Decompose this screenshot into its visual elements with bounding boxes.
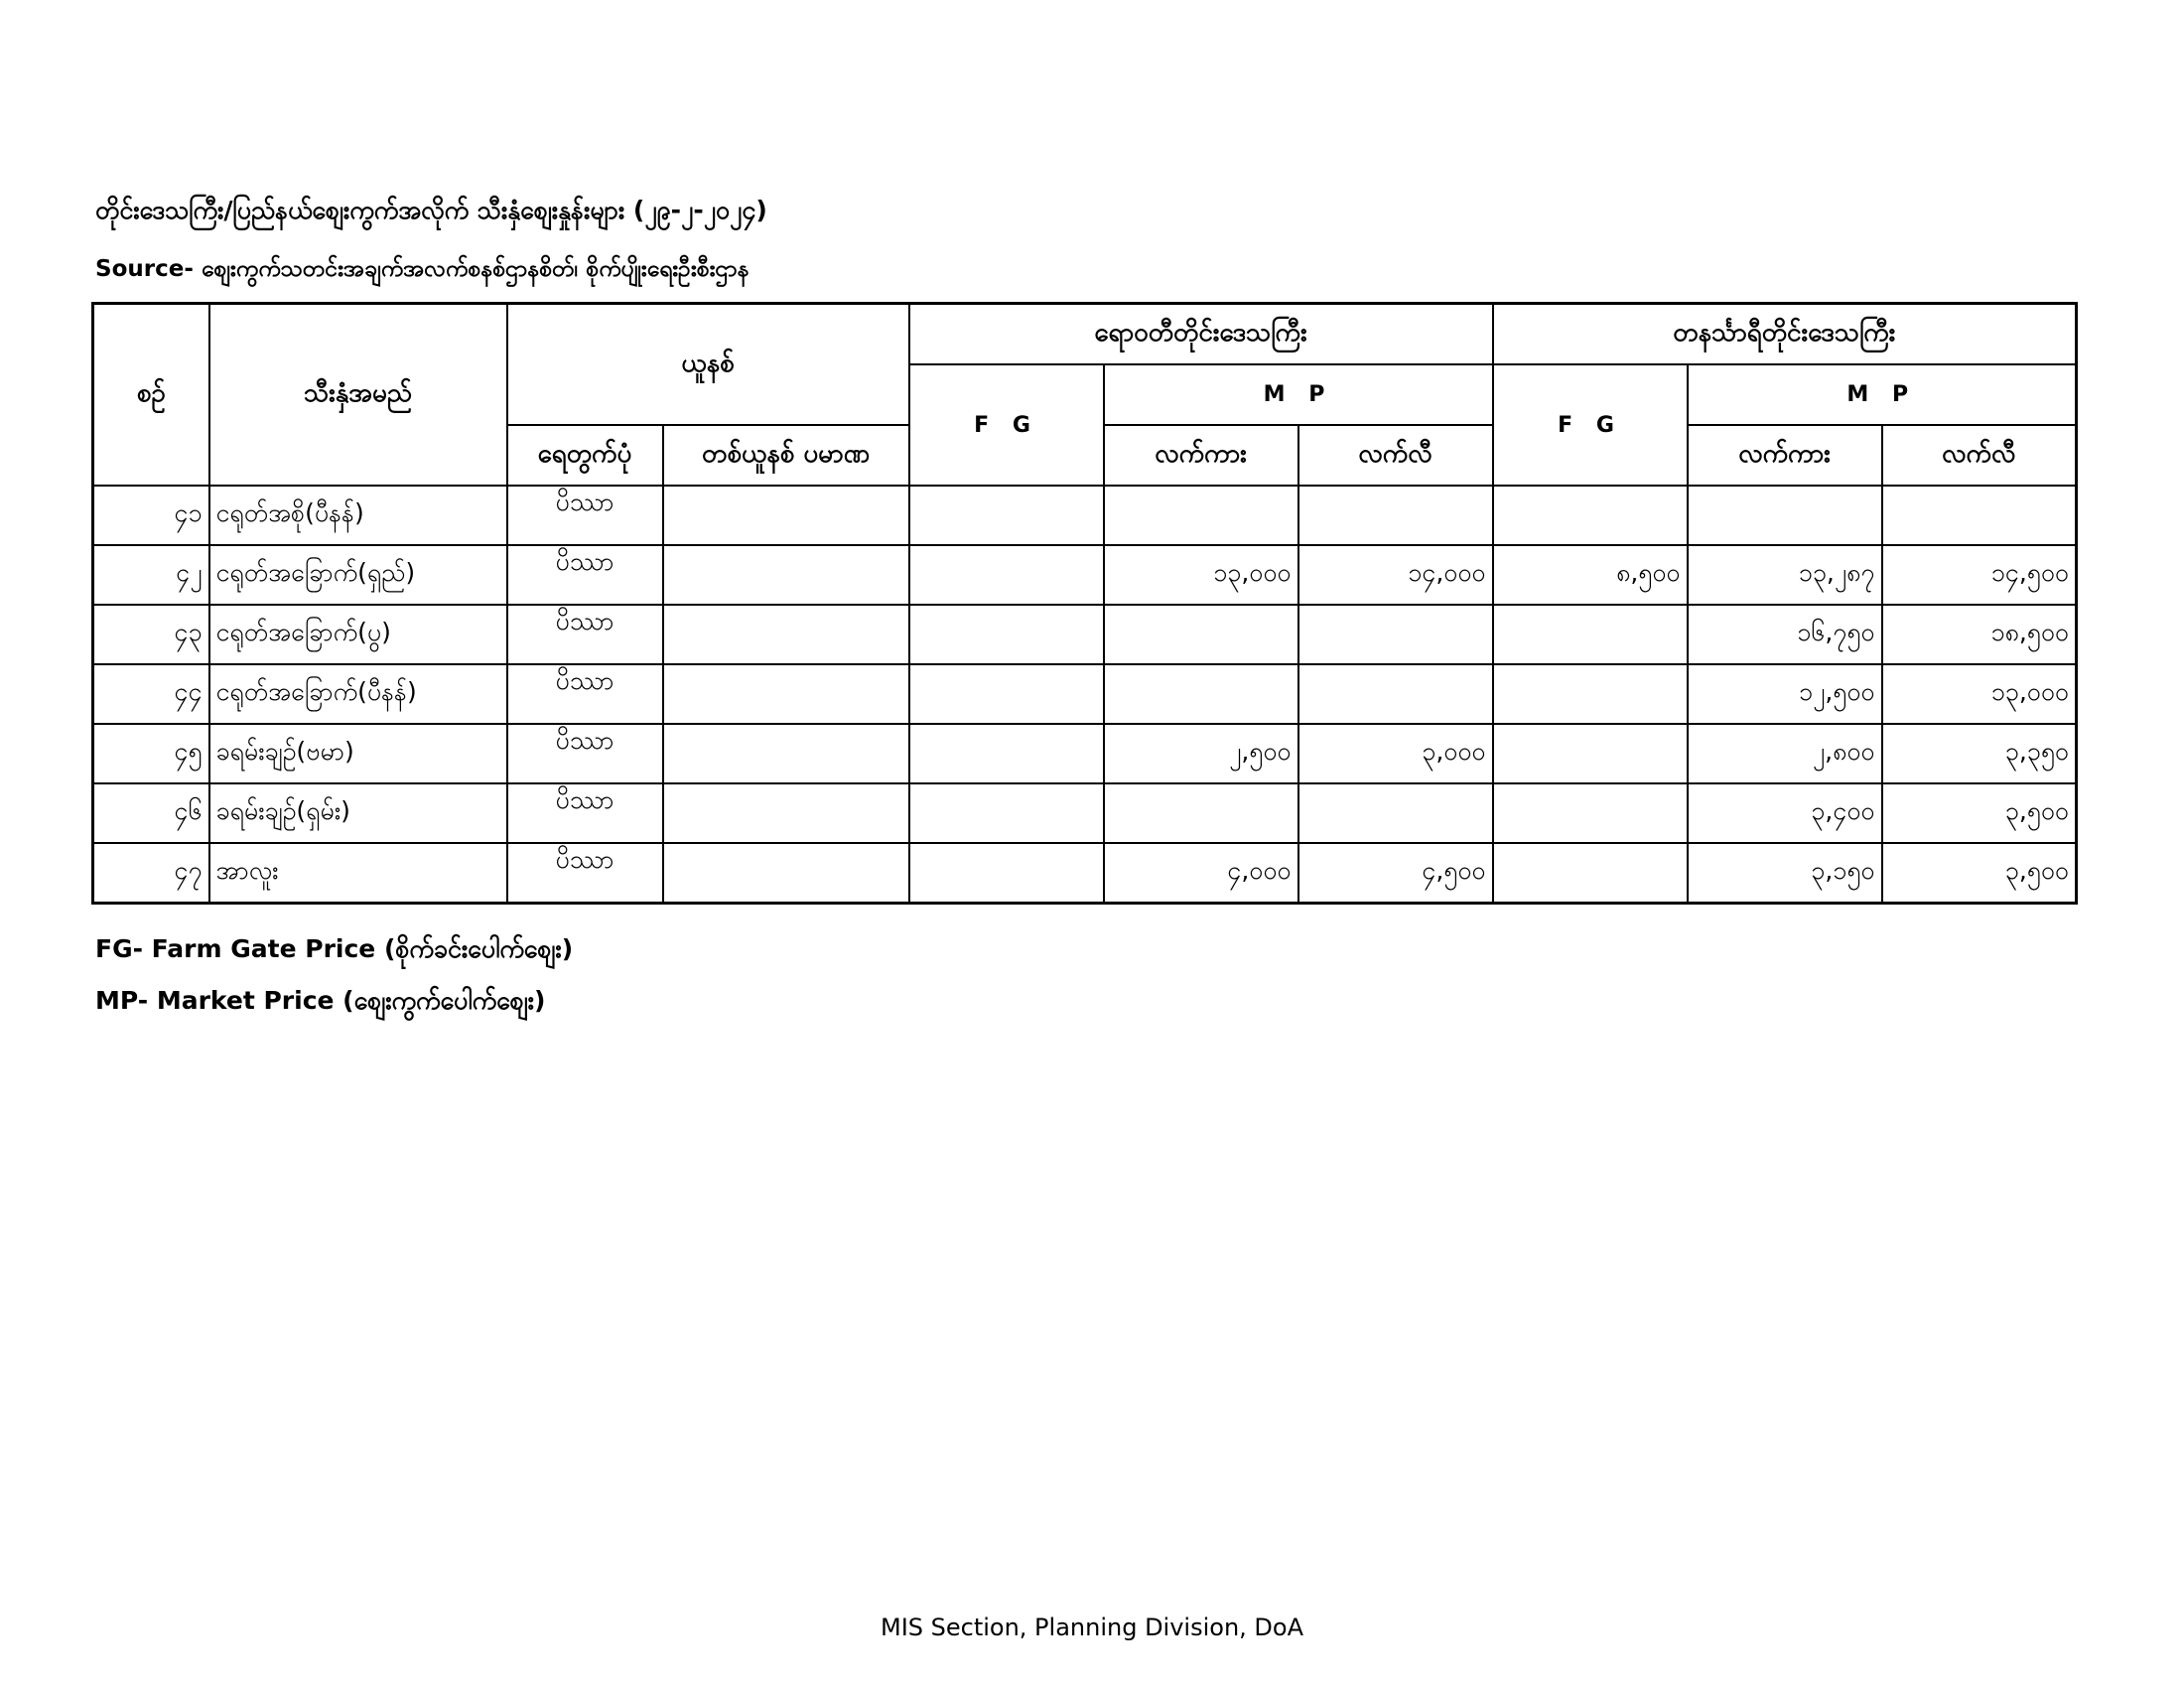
crop-name: ငရုတ်အစို(ပီနန်) — [209, 486, 507, 545]
unit-kg — [663, 843, 909, 904]
row-no: ၄၆ — [93, 783, 209, 843]
unit: ပိဿာ — [507, 545, 663, 605]
crop-name: ခရမ်းချဥ်(ရှမ်း) — [209, 783, 507, 843]
r1-mp-wholesale: ၄,၀၀၀ — [1104, 843, 1298, 904]
crop-name: ငရုတ်အခြောက်(ရှည်) — [209, 545, 507, 605]
unit-kg — [663, 545, 909, 605]
row-no: ၄၄ — [93, 664, 209, 724]
table-row — [93, 664, 2077, 724]
r2-fg — [1493, 783, 1688, 843]
r2-mp-retail — [1882, 486, 2077, 545]
r2-mp-wholesale — [1688, 486, 1882, 545]
unit: ပိဿာ — [507, 664, 663, 724]
r1-mp-retail — [1298, 783, 1493, 843]
r2-mp-wholesale: ၁၆,၇၅၀ — [1688, 605, 1882, 664]
page-title: တိုင်းဒေသကြီး/ပြည်နယ်စျေးကွက်အလိုက် သီးနှံစျေးနှုန်းများ (၂၉-၂-၂၀၂၄) — [95, 196, 767, 224]
r1-fg — [909, 486, 1104, 545]
r2-mp-retail: ၁၄,၅၀၀ — [1882, 545, 2077, 605]
r2-mp-wholesale: ၃,၁၅၀ — [1688, 843, 1882, 904]
crop-name: ခရမ်းချဥ်(ဗမာ) — [209, 724, 507, 783]
r1-mp-retail: ၁၄,၀၀၀ — [1298, 545, 1493, 605]
r1-mp-retail — [1298, 605, 1493, 664]
header-r2-retail: လက်လီ — [1882, 425, 2077, 486]
unit-kg — [663, 724, 909, 783]
header-r1-wholesale: လက်ကား — [1104, 425, 1298, 486]
row-no: ၄၇ — [93, 843, 209, 904]
table-row — [93, 545, 2077, 605]
r1-mp-retail — [1298, 664, 1493, 724]
header-r2-wholesale: လက်ကား — [1688, 425, 1882, 486]
note-mp: MP- Market Price (စျေးကွက်ပေါက်စျေး) — [95, 986, 546, 1015]
table-row — [93, 783, 2077, 843]
note-fg: FG- Farm Gate Price (စိုက်ခင်းပေါက်စျေး) — [95, 934, 574, 963]
header-unit-kg: တစ်ယူနစ် ပမာဏ — [663, 425, 909, 486]
unit: ပိဿာ — [507, 486, 663, 545]
header-unit: ယူနစ် — [507, 304, 909, 426]
table-row — [93, 724, 2077, 783]
r2-fg — [1493, 724, 1688, 783]
table-row — [93, 605, 2077, 664]
r2-mp-retail: ၁၃,၀၀၀ — [1882, 664, 2077, 724]
row-no: ၄၅ — [93, 724, 209, 783]
crop-name: အာလူး — [209, 843, 507, 904]
r1-mp-wholesale: ၂,၅၀၀ — [1104, 724, 1298, 783]
crop-name: ငရုတ်အခြောက်(ပွ) — [209, 605, 507, 664]
header-r1-fg: F G — [909, 364, 1104, 486]
table-row — [93, 486, 2077, 545]
header-r1-mp: M P — [1104, 364, 1493, 425]
header-r2-fg: F G — [1493, 364, 1688, 486]
r2-fg — [1493, 843, 1688, 904]
r2-mp-retail: ၁၈,၅၀၀ — [1882, 605, 2077, 664]
r2-mp-retail: ၃,၃၅၀ — [1882, 724, 2077, 783]
header-r2-mp: M P — [1688, 364, 2077, 425]
header-no: စဥ် — [93, 304, 209, 487]
unit-kg — [663, 486, 909, 545]
r1-fg — [909, 664, 1104, 724]
unit-kg — [663, 664, 909, 724]
r1-fg — [909, 724, 1104, 783]
r1-mp-wholesale: ၁၃,၀၀၀ — [1104, 545, 1298, 605]
unit-kg — [663, 605, 909, 664]
header-r1-retail: လက်လီ — [1298, 425, 1493, 486]
r1-mp-retail: ၄,၅၀၀ — [1298, 843, 1493, 904]
unit: ပိဿာ — [507, 605, 663, 664]
r1-fg — [909, 783, 1104, 843]
price-table — [91, 302, 2078, 905]
r1-fg — [909, 545, 1104, 605]
r1-mp-wholesale — [1104, 486, 1298, 545]
r2-mp-wholesale: ၂,၈၀၀ — [1688, 724, 1882, 783]
row-no: ၄၁ — [93, 486, 209, 545]
unit-kg — [663, 783, 909, 843]
r1-fg — [909, 843, 1104, 904]
r2-mp-wholesale: ၁၂,၅၀၀ — [1688, 664, 1882, 724]
header-unit-local: ရေတွက်ပုံ — [507, 425, 663, 486]
row-no: ၄၃ — [93, 605, 209, 664]
r1-mp-wholesale — [1104, 783, 1298, 843]
r2-mp-wholesale: ၃,၄၀၀ — [1688, 783, 1882, 843]
r2-fg — [1493, 486, 1688, 545]
page-footer: MIS Section, Planning Division, DoA — [880, 1614, 1303, 1641]
r2-mp-retail: ၃,၅၀၀ — [1882, 843, 2077, 904]
r2-mp-wholesale: ၁၃,၂၈၇ — [1688, 545, 1882, 605]
r1-mp-wholesale — [1104, 605, 1298, 664]
unit: ပိဿာ — [507, 783, 663, 843]
table-row — [93, 843, 2077, 904]
r1-mp-retail: ၃,၀၀၀ — [1298, 724, 1493, 783]
crop-name: ငရုတ်အခြောက်(ပီနန်) — [209, 664, 507, 724]
r2-fg — [1493, 605, 1688, 664]
r2-fg — [1493, 664, 1688, 724]
r1-mp-retail — [1298, 486, 1493, 545]
unit: ပိဿာ — [507, 724, 663, 783]
r1-fg — [909, 605, 1104, 664]
header-crop-name: သီးနှံအမည် — [209, 304, 507, 487]
header-region-1: ရောဝတီတိုင်းဒေသကြီး — [909, 304, 1493, 365]
row-no: ၄၂ — [93, 545, 209, 605]
r2-mp-retail: ၃,၅၀၀ — [1882, 783, 2077, 843]
r1-mp-wholesale — [1104, 664, 1298, 724]
source-line: Source- စျေးကွက်သတင်းအချက်အလက်စနစ်ဌာနစိတ်၊ စိုက်ပျိုးရေးဦးစီးဌာန — [95, 256, 750, 282]
header-region-2: တနင်္သာရီတိုင်းဒေသကြီး — [1493, 304, 2077, 365]
unit: ပိဿာ — [507, 843, 663, 904]
r2-fg: ၈,၅၀၀ — [1493, 545, 1688, 605]
